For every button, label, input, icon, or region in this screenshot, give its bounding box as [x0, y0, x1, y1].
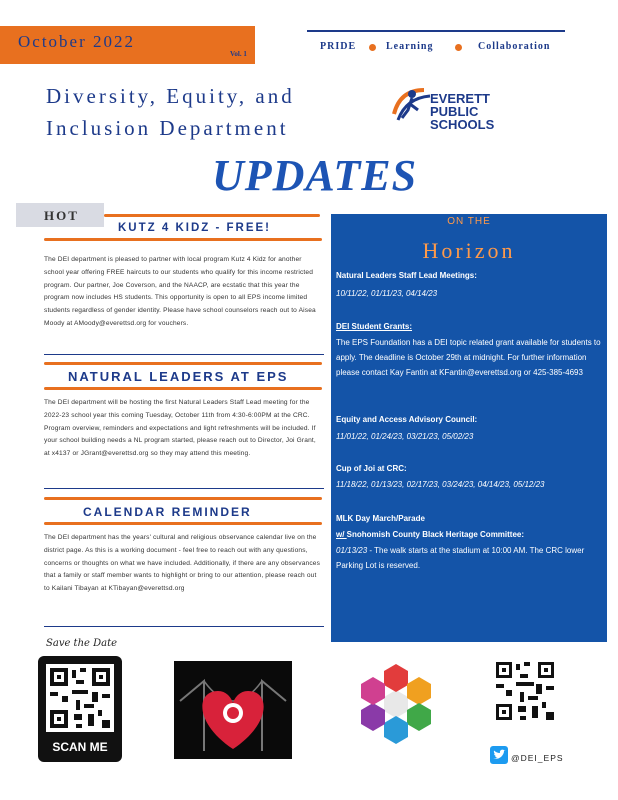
qr-code-icon[interactable] [494, 660, 556, 722]
mlk-body [336, 543, 604, 573]
cup-of-joi-dates: 11/18/22, 01/13/23, 02/17/23, 03/24/23, 04/14/23, 05/12/23 [336, 480, 545, 489]
scan-me-label: SCAN ME [52, 740, 108, 754]
mlk-with-prefix: w/ [336, 530, 347, 539]
mlk-heading: MLK Day March/Parade [336, 514, 425, 523]
issue-date: October 2022 [18, 32, 136, 51]
heart-bridge-logo [174, 661, 292, 759]
equity-council-heading: Equity and Access Advisory Council: [336, 415, 478, 424]
volume-label: Vol. 1 [230, 50, 247, 58]
hexagon-values-logo [357, 662, 435, 744]
orange-rule [44, 362, 322, 365]
orange-rule [44, 387, 322, 390]
logo-line: EVERETT [430, 91, 490, 106]
twitter-handle[interactable]: @DEI_EPS [511, 753, 564, 763]
nl-meetings-heading: Natural Leaders Staff Lead Meetings: [336, 271, 477, 280]
section-divider [44, 626, 324, 627]
logo-line: SCHOOLS [430, 117, 495, 132]
kutz-title: KUTZ 4 KIDZ - FREE! [118, 222, 271, 234]
cup-of-joi-heading: Cup of Joi at CRC: [336, 464, 407, 473]
heart-icon [174, 661, 292, 759]
natural-leaders-title: NATURAL LEADERS AT EPS [68, 369, 289, 384]
pillar-learning: Learning [386, 41, 434, 52]
hot-label: HOT [44, 208, 79, 223]
orange-rule [44, 238, 322, 241]
dei-grants-heading: DEI Student Grants: [336, 322, 413, 331]
updates-heading: UPDATES [212, 151, 418, 200]
orange-rule [44, 522, 322, 525]
calendar-reminder-body: The DEI department has the years' cultural and religious observance calendar live on the district page. As this is a working document - feel free to reach out with any questions, concerns or thoughts on what we have included. Additionally, if there are any observances that a family or staff member wants to highlight or bring to our attention, please reach out to Kailani Tibayan at KTibayan@everettsd.org [44, 534, 321, 593]
mlk-description: - The walk starts at the stadium at 10:00 AM. The CRC lower Parking Lot is reserved. [336, 546, 585, 570]
qr-code-icon[interactable] [46, 664, 114, 732]
scan-me-card[interactable] [38, 656, 122, 762]
department-title-line1: Diversity, Equity, and [46, 84, 295, 108]
dei-grants-body: The EPS Foundation has a DEI topic related grant available for students to apply. The deadline is October 29th at midnight. For further information please contact Kay Fantin at KFantin@everettsd.org or 425-385-4693 [336, 338, 601, 377]
bird-icon [490, 746, 508, 764]
kutz-body: The DEI department is pleased to partner with local program Kutz 4 Kidz for another school year offering FREE haircuts to our students who qualify for this income restricted program. Our partner, Joe Coverson, and the NAACP, are ecstatic that this year the program now includes HS students. This opportunity is open to all EPS income limited students regardless of gender identity. Please have school counselors reach out to Aisea Moody at AMoody@everettsd.org for vouchers. [44, 256, 316, 327]
on-the-label: ON THE [447, 216, 491, 227]
bullet-dot [369, 44, 376, 51]
orange-rule [104, 214, 320, 217]
hexagon-cluster-icon [357, 662, 435, 744]
pillar-collaboration: Collaboration [478, 41, 551, 52]
mlk-committee [336, 530, 524, 539]
twitter-icon[interactable] [490, 746, 508, 764]
logo-line: PUBLIC [430, 104, 479, 119]
save-the-date-script: Save the Date [46, 638, 118, 649]
department-title-line2: Inclusion Department [46, 116, 289, 140]
section-divider [44, 488, 324, 489]
section-divider [44, 354, 324, 355]
equity-council-dates: 11/01/22, 01/24/23, 03/21/23, 05/02/23 [336, 432, 474, 441]
mlk-committee-name: Snohomish County Black Heritage Committee: [346, 530, 525, 539]
eps-logo-text [430, 92, 494, 131]
orange-rule [44, 497, 322, 500]
pillar-pride: PRIDE [320, 41, 357, 52]
header-rule [307, 30, 565, 32]
natural-leaders-body: The DEI department will be hosting the first Natural Leaders Staff Lead meeting for the 2022-23 school year this coming Tuesday, October 11th from 4:30-6:00PM at the CRC. Program overview, reminders and expectations and light refreshments will be included. If your school building needs a NL program started, please reach out to Director, Joi Grant, at x4137 or JGrant@everettsd.org so they may attend this meeting. [44, 399, 316, 458]
bullet-dot [455, 44, 462, 51]
mlk-date: 01/13/23 [336, 546, 368, 555]
horizon-title: Horizon [422, 238, 516, 263]
nl-meetings-dates: 10/11/22, 01/11/23, 04/14/23 [336, 289, 438, 298]
calendar-reminder-title: CALENDAR REMINDER [83, 505, 252, 519]
